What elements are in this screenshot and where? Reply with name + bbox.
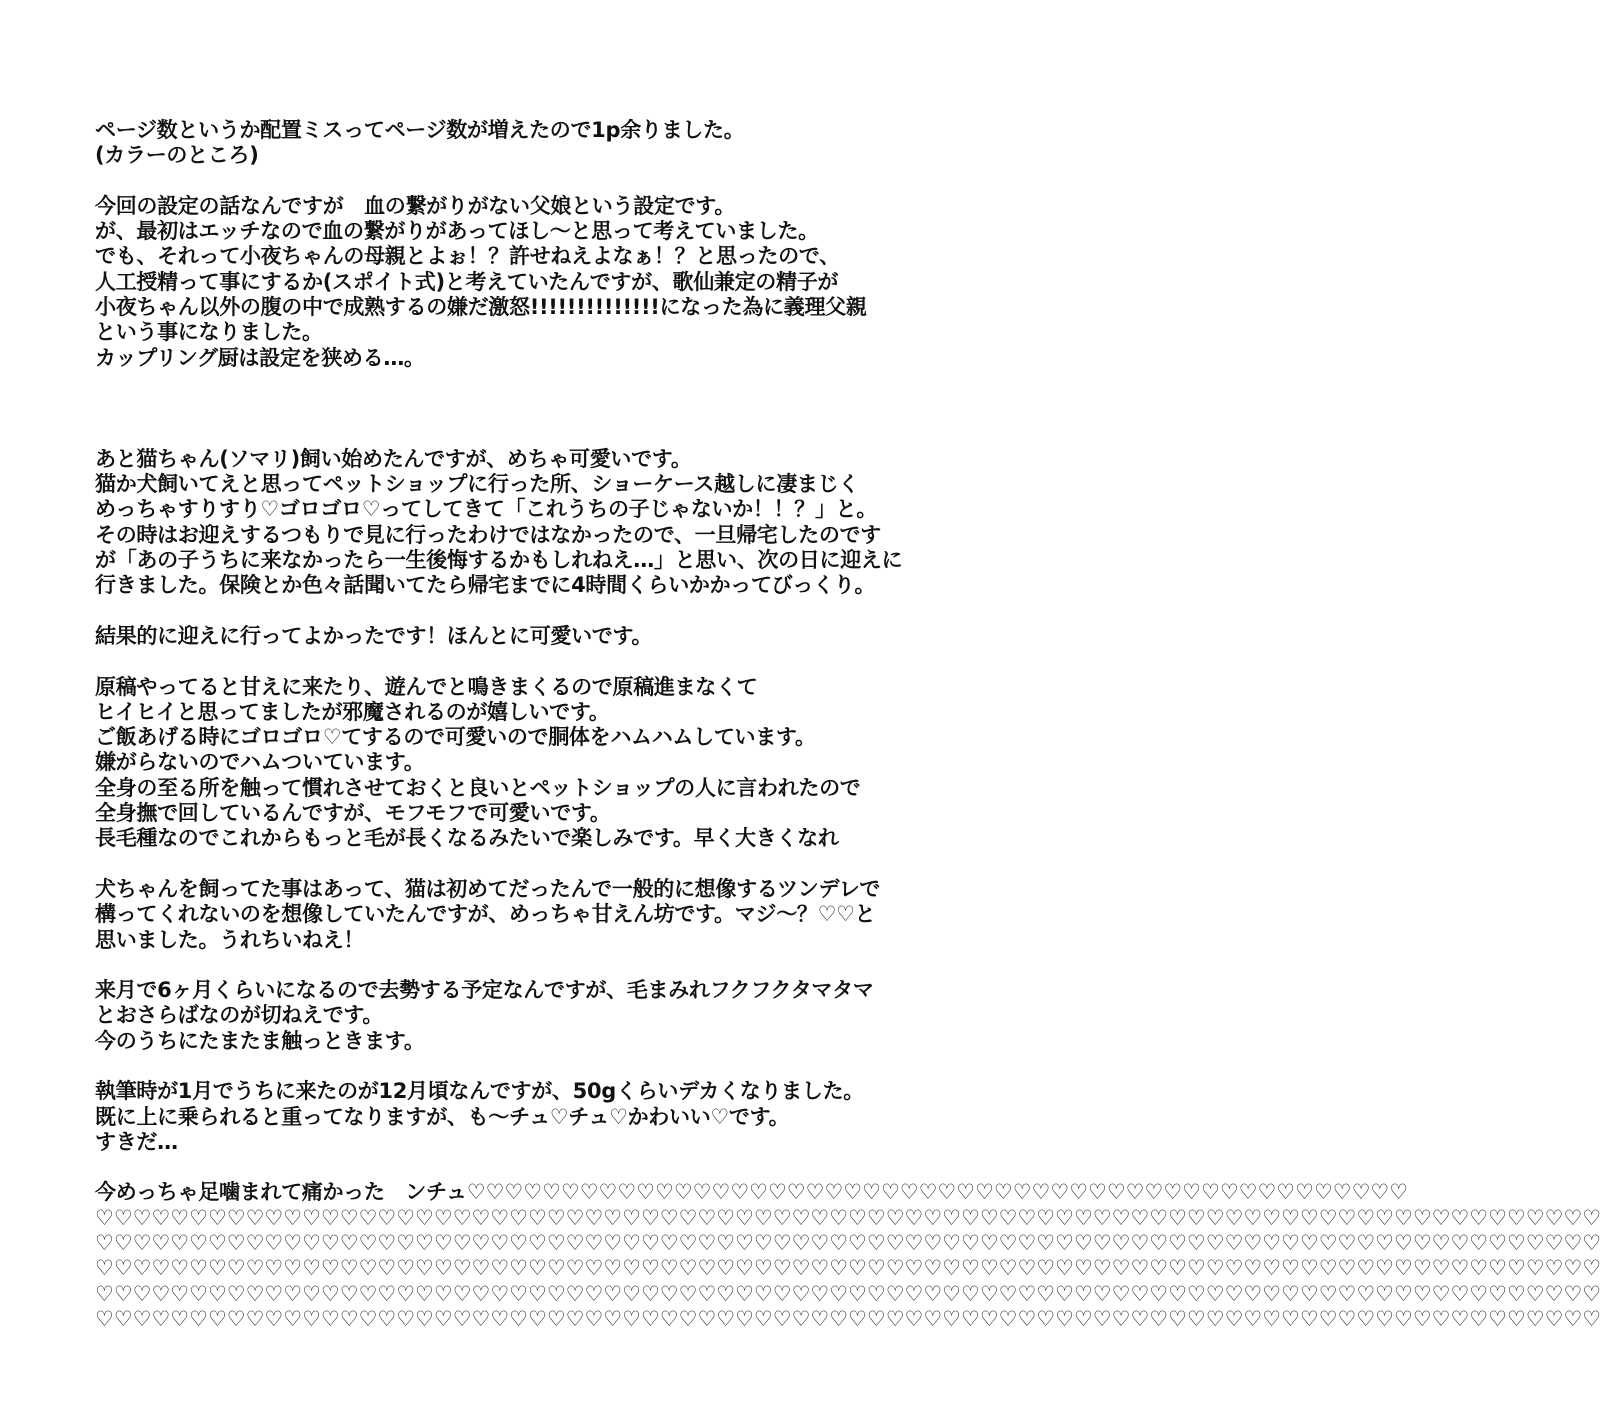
hearts-row: ♡♡♡♡♡♡♡♡♡♡♡♡♡♡♡♡♡♡♡♡♡♡♡♡♡♡♡♡♡♡♡♡♡♡♡♡♡♡♡♡♡♡♡♡♡♡♡♡♡♡♡♡♡♡♡♡♡♡♡♡♡♡♡♡♡♡♡♡♡♡♡♡♡♡♡♡♡♡♡♡ [95, 1281, 1601, 1306]
text-line: 行きました。保険とか色々話聞いてたら帰宅までに4時間くらいかかってびっくり。 [95, 573, 876, 598]
text-line: 来月で6ヶ月くらいになるので去勢する予定なんですが、毛まみれフクフクタマタマ [95, 978, 874, 1003]
hearts-row: ♡♡♡♡♡♡♡♡♡♡♡♡♡♡♡♡♡♡♡♡♡♡♡♡♡♡♡♡♡♡♡♡♡♡♡♡♡♡♡♡♡♡♡♡♡♡♡♡♡♡♡♡♡♡♡♡♡♡♡♡♡♡♡♡♡♡♡♡♡♡♡♡♡♡♡♡♡♡♡♡ [95, 1231, 1601, 1256]
closing-text: 今めっちゃ足噛まれて痛かった ンチュ [95, 1180, 467, 1205]
text-line: 思いました。うれちいねえ！ [95, 927, 365, 952]
text-line: 全身の至る所を触って慣れさせておくと良いとペットショップの人に言われたので [95, 775, 861, 800]
text-line: 今回の設定の話なんですが 血の繋がりがない父娘という設定です。 [95, 193, 736, 218]
text-line: でも、それって小夜ちゃんの母親とよぉ！？許せねえよなぁ！？と思ったので、 [95, 244, 840, 269]
text-line: カップリング厨は設定を狭める…。 [95, 345, 425, 370]
text-line: その時はお迎えするつもりで見に行ったわけではなかったので、一旦帰宅したのです [95, 522, 881, 547]
text-line: 既に上に乗られると重ってなりますが、も〜チュ♡チュ♡かわいい♡です。 [95, 1104, 790, 1129]
text-line: ページ数というか配置ミスってページ数が増えたので1p余りました。 [95, 118, 745, 142]
hearts-row: ♡♡♡♡♡♡♡♡♡♡♡♡♡♡♡♡♡♡♡♡♡♡♡♡♡♡♡♡♡♡♡♡♡♡♡♡♡♡♡♡♡♡♡♡♡♡♡♡♡♡♡♡♡♡♡♡♡♡♡♡♡♡♡♡♡♡♡♡♡♡♡♡♡♡♡♡♡♡♡♡ [95, 1306, 1601, 1331]
text-line: (カラーのところ) [95, 143, 259, 168]
text-line: 小夜ちゃん以外の腹の中で成熟するの嫌だ激怒!!!!!!!!!!!!!!になった為に義理父親 [95, 295, 867, 320]
text-line: 長毛種なのでこれからもっと毛が長くなるみたいで楽しみです。早く大きくなれ [95, 826, 839, 851]
text-line: すきだ… [95, 1129, 178, 1154]
text-line: 原稿やってると甘えに来たり、遊んでと鳴きまくるので原稿進まなくて [95, 674, 758, 699]
text-line: 構ってくれないのを想像していたんですが、めっちゃ甘えん坊です。マジ〜？♡♡と [95, 902, 876, 927]
text-line: が、最初はエッチなので血の繋がりがあってほし〜と思って考えていました。 [95, 219, 819, 244]
text-line: 今のうちにたまたま触っときます。 [95, 1028, 425, 1053]
hearts-row: ♡♡♡♡♡♡♡♡♡♡♡♡♡♡♡♡♡♡♡♡♡♡♡♡♡♡♡♡♡♡♡♡♡♡♡♡♡♡♡♡♡♡♡♡♡♡♡♡♡♡♡♡♡♡♡♡♡♡♡♡♡♡♡♡♡♡♡♡♡♡♡♡♡♡♡♡♡♡♡♡ [95, 1205, 1601, 1230]
text-line [95, 1180, 1409, 1205]
afterword-text [95, 118, 1601, 1332]
text-line: という事になりました。 [95, 320, 323, 345]
text-line: ご飯あげる時にゴロゴロ♡てするので可愛いので胴体をハムハムしています。 [95, 725, 816, 750]
text-line: 執筆時が1月でうちに来たのが12月頃なんですが、50gくらいデカくなりました。 [95, 1079, 864, 1104]
text-line: とおさらばなのが切ねえです。 [95, 1003, 384, 1028]
text-line: 結果的に迎えに行ってよかったです！ほんとに可愛いです。 [95, 623, 653, 648]
text-line: 全身撫で回しているんですが、モフモフで可愛いです。 [95, 801, 611, 826]
text-line: 犬ちゃんを飼ってた事はあって、猫は初めてだったんで一般的に想像するツンデレで [95, 876, 881, 901]
text-line: あと猫ちゃん(ソマリ)飼い始めたんですが、めちゃ可愛いです。 [95, 446, 692, 471]
text-line: が「あの子うちに来なかったら一生後悔するかもしれねえ…」と思い、次の日に迎えに [95, 548, 903, 573]
text-line: 人工授精って事にするか(スポイト式)と考えていたんですが、歌仙兼定の精子が [95, 269, 839, 294]
text-line: 猫か犬飼いてえと思ってペットショップに行った所、ショーケース越しに凄まじく [95, 472, 860, 497]
hearts-row: ♡♡♡♡♡♡♡♡♡♡♡♡♡♡♡♡♡♡♡♡♡♡♡♡♡♡♡♡♡♡♡♡♡♡♡♡♡♡♡♡♡♡♡♡♡♡♡♡♡♡♡♡♡♡♡♡♡♡♡♡♡♡♡♡♡♡♡♡♡♡♡♡♡♡♡♡♡♡♡♡ [95, 1256, 1601, 1281]
text-line: ヒイヒイと思ってましたが邪魔されるのが嬉しいです。 [95, 699, 610, 724]
text-line: めっちゃすりすり♡ゴロゴロ♡ってしてきて「これうちの子じゃないか！！？」と。 [95, 497, 878, 522]
text-line: 嫌がらないのでハムついています。 [95, 750, 425, 775]
hearts-row: ♡♡♡♡♡♡♡♡♡♡♡♡♡♡♡♡♡♡♡♡♡♡♡♡♡♡♡♡♡♡♡♡♡♡♡♡♡♡♡♡♡♡♡♡♡♡♡♡♡♡ [466, 1180, 1409, 1205]
